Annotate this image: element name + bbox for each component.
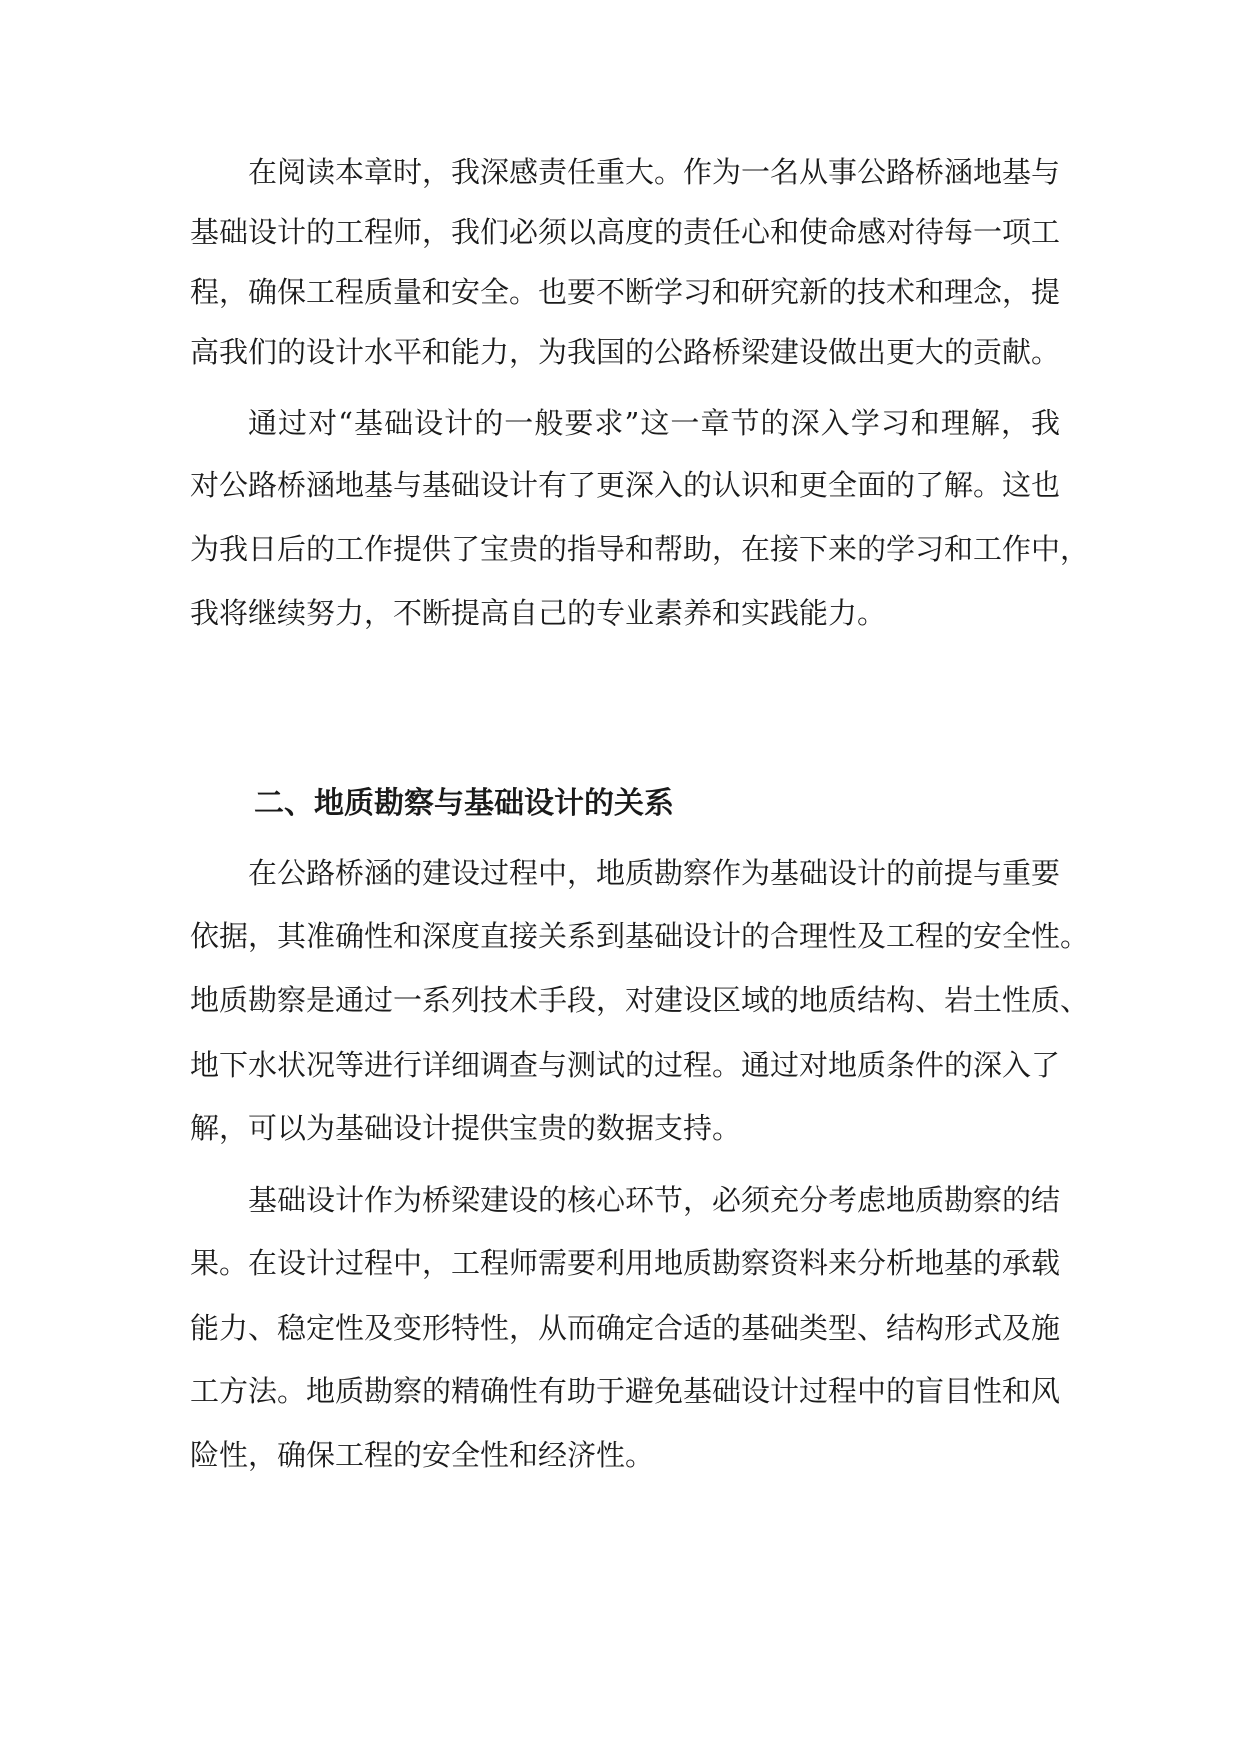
- section-paragraph-1-line-3: 地质勘察是通过一系列技术手段，对建设区域的地质结构、岩土性质、: [190, 983, 1090, 1017]
- paragraph-2-line-2: 对公路桥涵地基与基础设计有了更深入的认识和更全面的了解。这也: [190, 468, 1061, 502]
- paragraph-2-line-3: 为我日后的工作提供了宝贵的指导和帮助，在接下来的学习和工作中，: [190, 532, 1090, 566]
- section-paragraph-2-line-5: 险性，确保工程的安全性和经济性。: [190, 1438, 655, 1472]
- section-paragraph-2-line-4: 工方法。地质勘察的精确性有助于避免基础设计过程中的盲目性和风: [190, 1374, 1061, 1408]
- section-heading: 二、地质勘察与基础设计的关系: [254, 786, 674, 821]
- paragraph-2-line-4: 我将继续努力，不断提高自己的专业素养和实践能力。: [190, 596, 887, 630]
- section-paragraph-2-line-3: 能力、稳定性及变形特性，从而确定合适的基础类型、结构形式及施: [190, 1311, 1061, 1345]
- section-paragraph-2-line-1: 基础设计作为桥梁建设的核心环节，必须充分考虑地质勘察的结: [248, 1183, 1061, 1217]
- paragraph-2-line-1: 通过对“基础设计的一般要求”这一章节的深入学习和理解，我: [248, 406, 1060, 440]
- paragraph-1-line-1: 在阅读本章时，我深感责任重大。作为一名从事公路桥涵地基与: [248, 155, 1061, 189]
- paragraph-1-line-3: 程，确保工程质量和安全。也要不断学习和研究新的技术和理念，提: [190, 275, 1061, 309]
- section-paragraph-1-line-4: 地下水状况等进行详细调查与测试的过程。通过对地质条件的深入了: [190, 1048, 1061, 1082]
- section-paragraph-1-line-1: 在公路桥涵的建设过程中，地质勘察作为基础设计的前提与重要: [248, 856, 1061, 890]
- section-paragraph-1-line-2: 依据，其准确性和深度直接关系到基础设计的合理性及工程的安全性。: [190, 919, 1090, 953]
- section-paragraph-2-line-2: 果。在设计过程中，工程师需要利用地质勘察资料来分析地基的承载: [190, 1246, 1061, 1280]
- paragraph-1-line-4: 高我们的设计水平和能力，为我国的公路桥梁建设做出更大的贡献。: [190, 335, 1061, 369]
- section-paragraph-1-line-5: 解，可以为基础设计提供宝贵的数据支持。: [190, 1111, 742, 1145]
- paragraph-1-line-2: 基础设计的工程师，我们必须以高度的责任心和使命感对待每一项工: [190, 215, 1061, 249]
